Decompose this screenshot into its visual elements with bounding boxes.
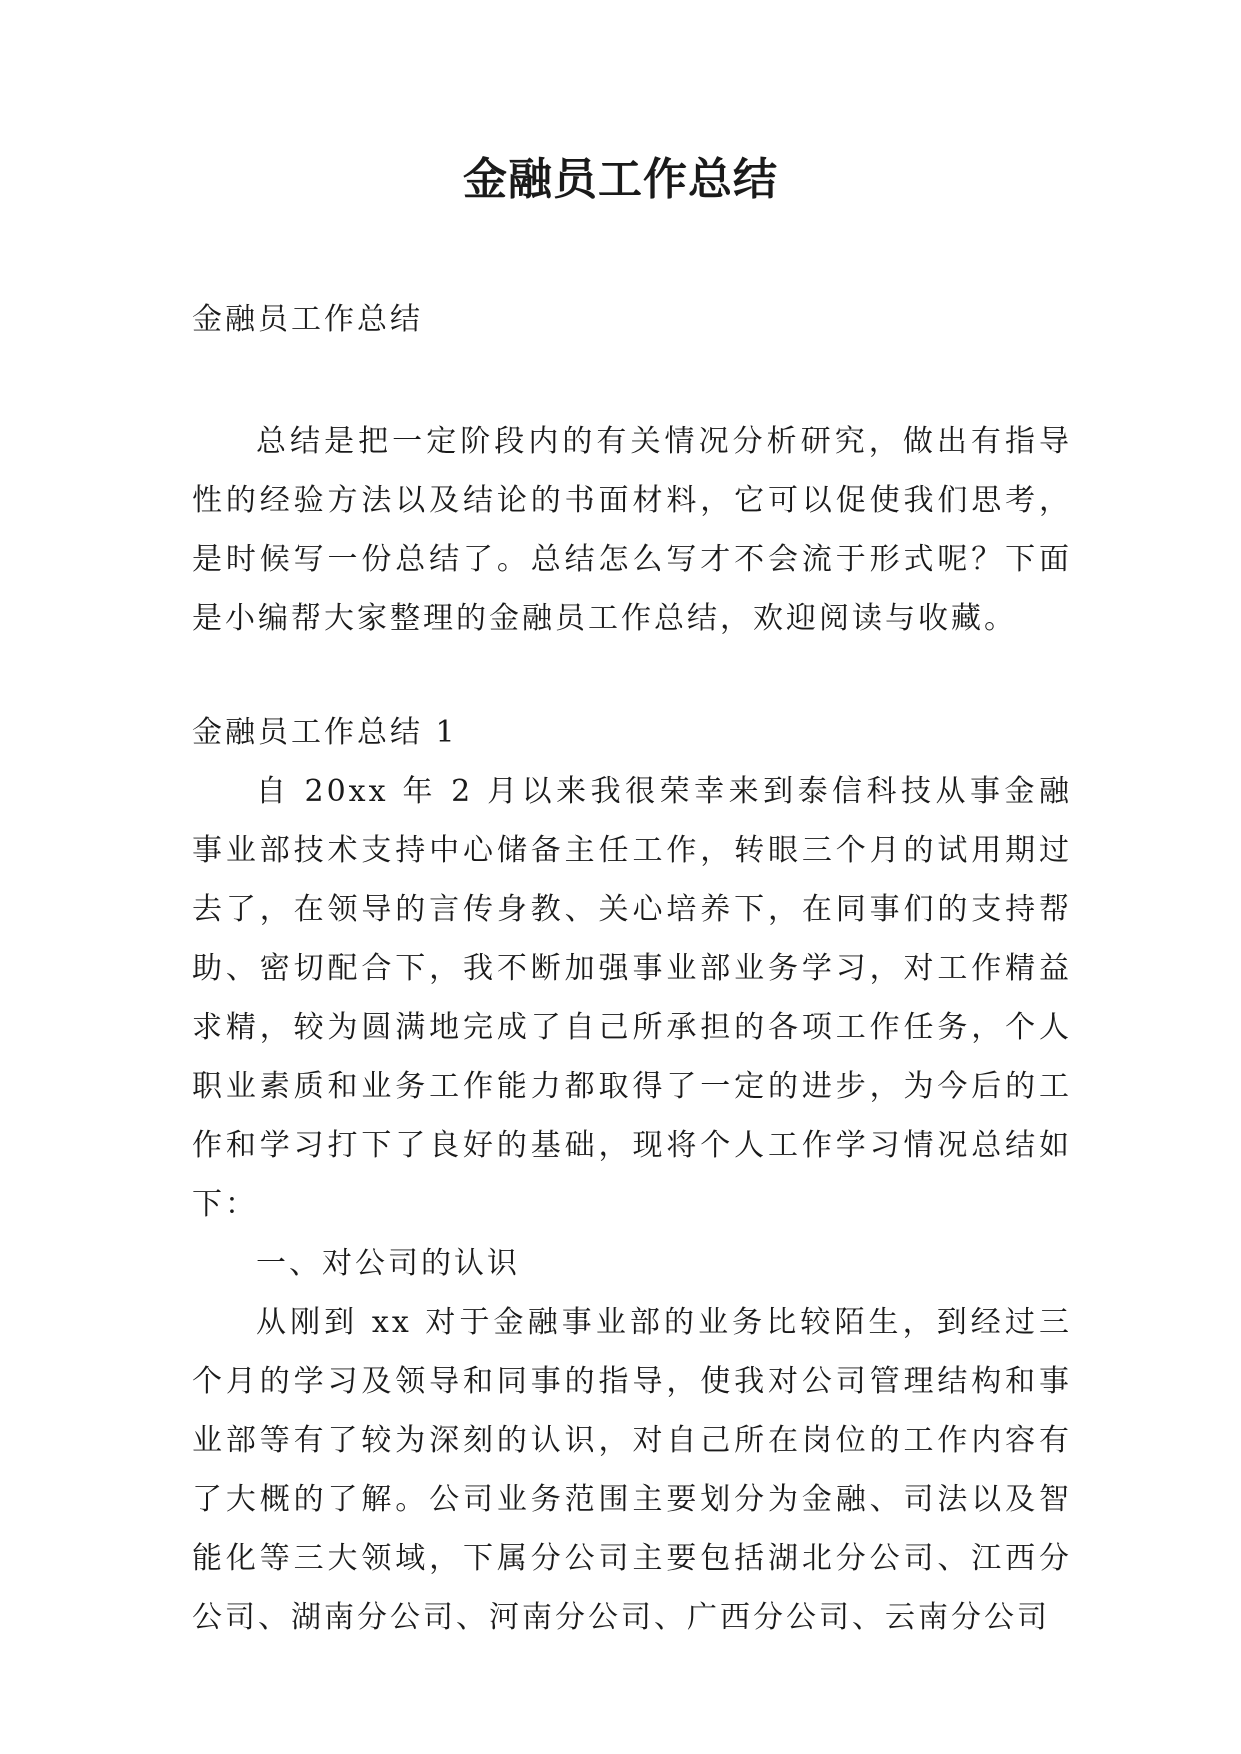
section-1-paragraph-1: 自 20xx 年 2 月以来我很荣幸来到泰信科技从事金融事业部技术支持中心储备主任工作，转眼三个月的试用期过去了，在领导的言传身教、关心培养下，在同事们的支持帮助、密切配合下，我不断加强事业部业务学习，对工作精益求精，较为圆满地完成了自己所承担的各项工作任务，个人职业素质和业务工作能力都取得了一定的进步，为今后的工作和学习打下了良好的基础，现将个人工作学习情况总结如下： xyxy=(192,774,1072,1222)
intro-block xyxy=(192,412,1072,648)
document-subtitle xyxy=(192,290,1072,349)
section-1-paragraph-2: 从刚到 xx 对于金融事业部的业务比较陌生，到经过三个月的学习及领导和同事的指导，使我对公司管理结构和事业部等有了较为深刻的认识，对自己所在岗位的工作内容有了大概的了解。公司业务范围主要划分为金融、司法以及智能化等三大领域，下属分公司主要包括湖北分公司、江西分公司、湖南分公司、河南分公司、广西分公司、云南分公司 xyxy=(192,1305,1072,1635)
document-title: 金融员工作总结 xyxy=(463,154,778,205)
section-1 xyxy=(192,703,1072,1647)
intro-paragraph: 总结是把一定阶段内的有关情况分析研究，做出有指导性的经验方法以及结论的书面材料，它可以促使我们思考，是时候写一份总结了。总结怎么写才不会流于形式呢？下面是小编帮大家整理的金融员工作总结，欢迎阅读与收藏。 xyxy=(192,424,1072,636)
subtitle-text: 金融员工作总结 xyxy=(192,302,423,337)
section-1-subheading-1: 一、对公司的认识 xyxy=(256,1246,520,1281)
section-1-heading: 金融员工作总结 1 xyxy=(192,715,458,750)
